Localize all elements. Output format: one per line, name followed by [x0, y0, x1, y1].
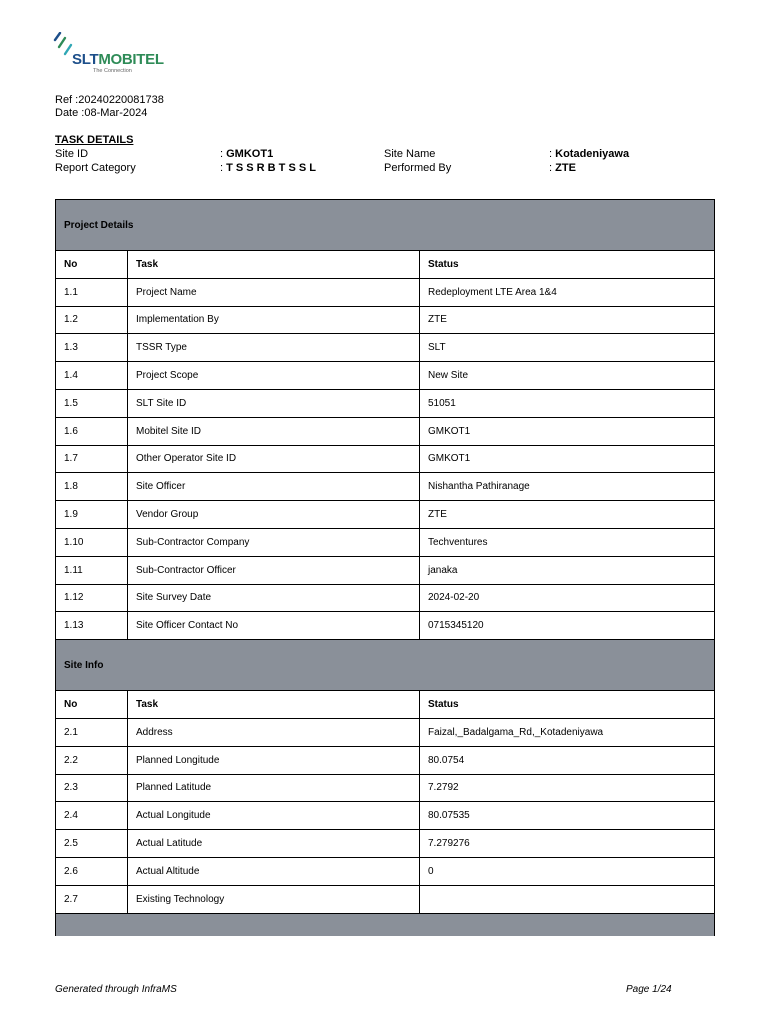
table-row	[56, 501, 715, 529]
cell-task: SLT Site ID	[128, 389, 420, 417]
table-row	[56, 278, 715, 306]
table-row	[56, 830, 715, 858]
table-row	[56, 417, 715, 445]
table-header-row	[56, 691, 715, 719]
cell-status: 7.279276	[420, 830, 715, 858]
column-header-task: Task	[128, 691, 420, 719]
slt-mobitel-logo	[53, 32, 173, 78]
table-row	[56, 612, 715, 640]
details-table	[55, 199, 715, 936]
cell-task: Address	[128, 718, 420, 746]
cell-status: SLT	[420, 334, 715, 362]
cell-no: 2.5	[56, 830, 128, 858]
table-row	[56, 556, 715, 584]
cell-no: 2.7	[56, 885, 128, 913]
logo-tagline: The Connection	[93, 68, 132, 74]
logo-wordmark: SLTMOBITEL	[72, 51, 164, 68]
cell-status: ZTE	[420, 501, 715, 529]
cell-task: Other Operator Site ID	[128, 445, 420, 473]
cell-task: Planned Latitude	[128, 774, 420, 802]
cell-no: 2.3	[56, 774, 128, 802]
next-section-header	[56, 913, 715, 936]
task-details-heading: TASK DETAILS	[55, 134, 134, 146]
cell-no: 1.5	[56, 389, 128, 417]
cell-no: 1.3	[56, 334, 128, 362]
table-row	[56, 746, 715, 774]
cell-no: 1.6	[56, 417, 128, 445]
cell-no: 1.2	[56, 306, 128, 334]
cell-status: GMKOT1	[420, 445, 715, 473]
cell-task: Site Officer Contact No	[128, 612, 420, 640]
cell-no: 1.11	[56, 556, 128, 584]
cell-status: 51051	[420, 389, 715, 417]
table-row	[56, 528, 715, 556]
cell-task: Mobitel Site ID	[128, 417, 420, 445]
column-header-status: Status	[420, 251, 715, 279]
site-name-value: : Kotadeniyawa	[549, 148, 630, 160]
section-title: Project Details	[56, 200, 715, 251]
cell-task: Project Name	[128, 278, 420, 306]
reference-number: Ref :20240220081738	[55, 94, 164, 106]
cell-no: 1.8	[56, 473, 128, 501]
cell-status: 0715345120	[420, 612, 715, 640]
table-row	[56, 857, 715, 885]
table-row	[56, 334, 715, 362]
cell-task: Implementation By	[128, 306, 420, 334]
cell-task: Site Officer	[128, 473, 420, 501]
section-title-continued	[56, 913, 715, 936]
site-name-label: Site Name	[384, 148, 436, 160]
cell-status: 7.2792	[420, 774, 715, 802]
cell-status: 80.0754	[420, 746, 715, 774]
cell-no: 2.4	[56, 802, 128, 830]
cell-no: 1.10	[56, 528, 128, 556]
report-category-value: : T S S R B T S S L	[220, 162, 316, 174]
cell-task: Project Scope	[128, 362, 420, 390]
site-info-section-header	[56, 640, 715, 691]
cell-status: janaka	[420, 556, 715, 584]
cell-status: Redeployment LTE Area 1&4	[420, 278, 715, 306]
footer-generated-by: Generated through InfraMS	[55, 984, 177, 995]
cell-no: 1.7	[56, 445, 128, 473]
cell-status: ZTE	[420, 306, 715, 334]
table-row	[56, 473, 715, 501]
cell-status: 80.07535	[420, 802, 715, 830]
table-row	[56, 718, 715, 746]
section-title: Site Info	[56, 640, 715, 691]
cell-task: Vendor Group	[128, 501, 420, 529]
table-row	[56, 885, 715, 913]
column-header-status: Status	[420, 691, 715, 719]
cell-no: 1.4	[56, 362, 128, 390]
cell-status: Faizal,_Badalgama_Rd,_Kotadeniyawa	[420, 718, 715, 746]
performed-by-label: Performed By	[384, 162, 452, 174]
site-id-value: : GMKOT1	[220, 148, 274, 160]
column-header-no: No	[56, 691, 128, 719]
table-row	[56, 362, 715, 390]
cell-no: 1.9	[56, 501, 128, 529]
table-row	[56, 306, 715, 334]
cell-task: Site Survey Date	[128, 584, 420, 612]
table-header-row	[56, 251, 715, 279]
cell-task: Actual Latitude	[128, 830, 420, 858]
cell-task: Existing Technology	[128, 885, 420, 913]
cell-task: Actual Altitude	[128, 857, 420, 885]
cell-no: 1.12	[56, 584, 128, 612]
cell-task: Actual Longitude	[128, 802, 420, 830]
cell-status: 2024-02-20	[420, 584, 715, 612]
footer-page-number: Page 1/24	[626, 984, 672, 995]
cell-task: Sub-Contractor Company	[128, 528, 420, 556]
table-row	[56, 802, 715, 830]
cell-status: GMKOT1	[420, 417, 715, 445]
performed-by-value: : ZTE	[549, 162, 576, 174]
cell-no: 1.13	[56, 612, 128, 640]
cell-no: 1.1	[56, 278, 128, 306]
column-header-task: Task	[128, 251, 420, 279]
report-date: Date :08-Mar-2024	[55, 107, 148, 119]
table-row	[56, 389, 715, 417]
site-id-label: Site ID	[55, 148, 89, 160]
table-row	[56, 584, 715, 612]
cell-task: Planned Longitude	[128, 746, 420, 774]
project-details-section-header	[56, 200, 715, 251]
cell-status: 0	[420, 857, 715, 885]
cell-task: Sub-Contractor Officer	[128, 556, 420, 584]
cell-no: 2.6	[56, 857, 128, 885]
table-row	[56, 774, 715, 802]
cell-no: 2.1	[56, 718, 128, 746]
cell-status	[420, 885, 715, 913]
cell-status: Techventures	[420, 528, 715, 556]
cell-task: TSSR Type	[128, 334, 420, 362]
cell-status: New Site	[420, 362, 715, 390]
cell-status: Nishantha Pathiranage	[420, 473, 715, 501]
column-header-no: No	[56, 251, 128, 279]
report-category-label: Report Category	[55, 162, 136, 174]
table-row	[56, 445, 715, 473]
cell-no: 2.2	[56, 746, 128, 774]
